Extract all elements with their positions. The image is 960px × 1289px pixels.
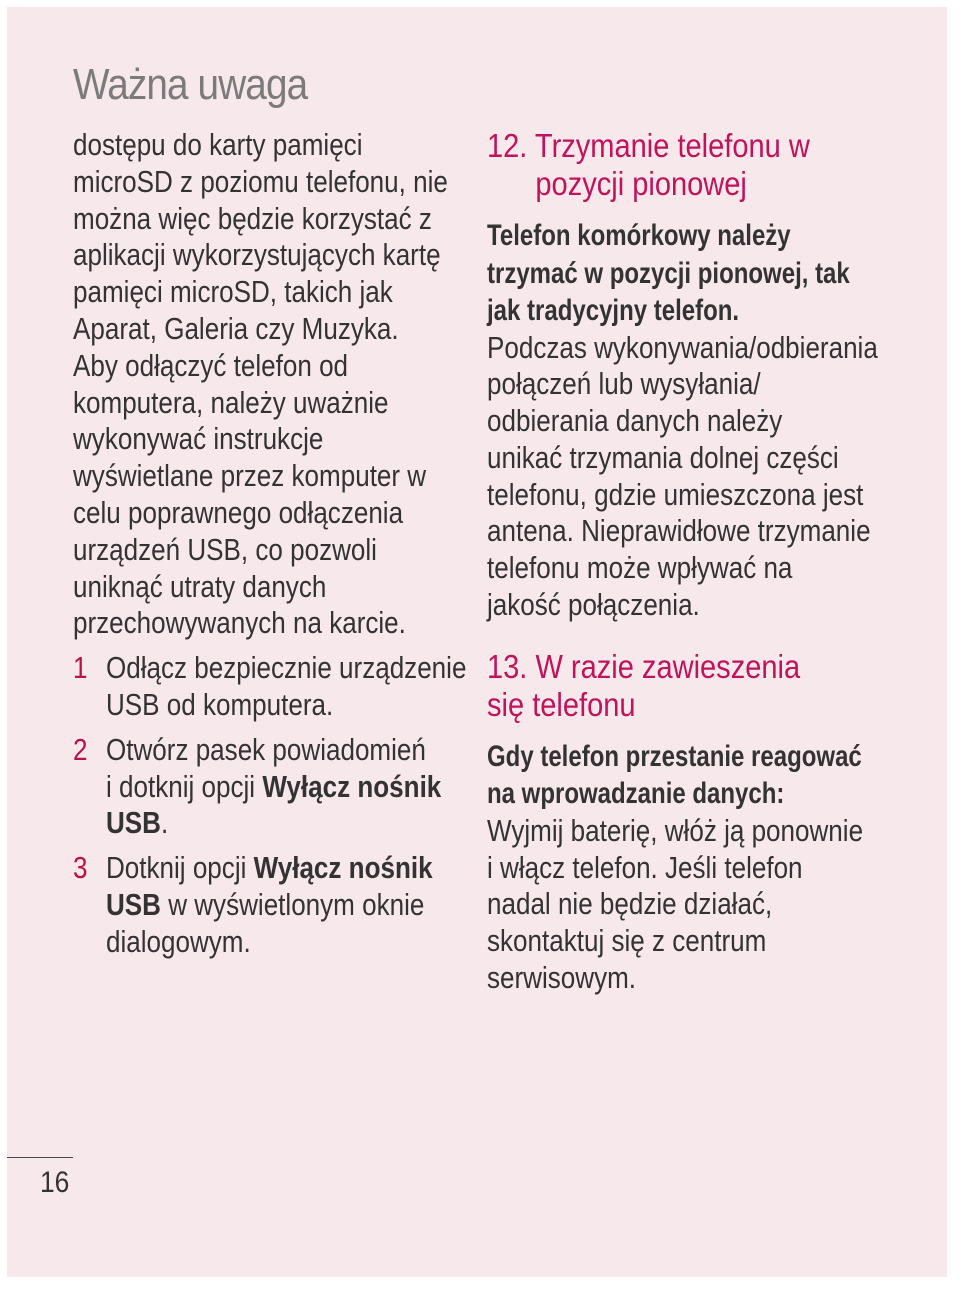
- text-line: Podczas wykonywania/odbierania: [487, 329, 878, 365]
- text-line: i włącz telefon. Jeśli telefon: [487, 849, 803, 885]
- heading-line: 12. Trzymanie telefonu w: [487, 127, 810, 164]
- text-line: przechowywanych na karcie.: [73, 605, 406, 641]
- intro-paragraph: [73, 127, 448, 642]
- step-2: [73, 732, 493, 842]
- text-line: odbierania danych należy: [487, 403, 783, 439]
- section-12-body: [487, 329, 878, 624]
- text-line: USB od komputera.: [106, 686, 334, 722]
- step-number: 1: [73, 650, 88, 686]
- text-line: uniknąć utraty danych: [73, 568, 327, 604]
- text-line: dialogowym.: [106, 923, 251, 959]
- text-line: unikać trzymania dolnej części: [487, 439, 839, 475]
- page-number: 16: [40, 1166, 70, 1199]
- step-text: [106, 650, 467, 724]
- step-1: [73, 650, 493, 724]
- option-name: USB: [106, 805, 161, 841]
- section-13-subheading: [487, 738, 862, 813]
- step-number: 3: [73, 850, 88, 886]
- text-line: antena. Nieprawidłowe trzymanie: [487, 513, 871, 549]
- section-13-body: [487, 812, 864, 997]
- text-line: jakość połączenia.: [487, 587, 700, 623]
- right-column: [487, 127, 927, 997]
- option-name: Wyłącz nośnik: [253, 850, 433, 886]
- text-line: trzymać w pozycji pionowej, tak: [487, 256, 850, 290]
- text-line: dostępu do karty pamięci: [73, 127, 363, 162]
- text-line: aplikacji wykorzystujących kartę: [73, 237, 441, 273]
- text-line: Aparat, Galeria czy Muzyka.: [73, 310, 399, 346]
- step-number: 2: [73, 731, 88, 767]
- page-title: Ważna uwaga: [73, 60, 308, 109]
- text-line: wykonywać instrukcje: [73, 421, 324, 457]
- option-name: Wyłącz nośnik: [262, 768, 442, 804]
- footer-divider: [7, 1157, 73, 1158]
- text-line: Telefon komórkowy należy: [487, 219, 791, 252]
- text-line: telefonu, gdzie umieszczona jest: [487, 476, 864, 512]
- section-gap: [487, 624, 927, 648]
- text-line: urządzeń USB, co pozwoli: [73, 531, 377, 567]
- text-line: [106, 887, 431, 924]
- text-line: wyświetlane przez komputer w: [73, 458, 427, 494]
- text-line: serwisowym.: [487, 960, 637, 996]
- section-12-heading: [487, 127, 874, 203]
- text-line: [106, 768, 442, 806]
- text-line: microSD z poziomu telefonu, nie: [73, 163, 448, 199]
- option-name: USB: [106, 886, 161, 922]
- step-3: [73, 850, 493, 960]
- section-13-heading: [487, 648, 874, 724]
- text-line: na wprowadzanie danych:: [487, 777, 785, 811]
- text-line: komputera, należy uważnie: [73, 384, 389, 420]
- text-fragment: Dotknij opcji: [106, 850, 254, 886]
- step-text: [106, 850, 431, 960]
- text-line: jak tradycyjny telefon.: [487, 294, 740, 327]
- text-line: nadal nie będzie działać,: [487, 886, 773, 922]
- text-line: Wyjmij baterię, włóż ją ponownie: [487, 812, 864, 848]
- left-column: [73, 127, 493, 961]
- text-line: Aby odłączyć telefon od: [73, 347, 349, 383]
- text-fragment: .: [160, 805, 169, 841]
- heading-line: pozycji pionowej: [535, 165, 747, 202]
- text-line: [106, 805, 431, 842]
- section-12-subheading: [487, 217, 850, 330]
- text-line: można więc będzie korzystać z: [73, 200, 432, 236]
- text-line: Odłącz bezpiecznie urządzenie: [106, 650, 467, 686]
- text-line: pamięci microSD, takich jak: [73, 274, 393, 310]
- heading-line: 13. W razie zawieszenia: [487, 647, 801, 685]
- text-line: Gdy telefon przestanie reagować: [487, 739, 862, 773]
- heading-line: się telefonu: [487, 685, 636, 723]
- text-fragment: i dotknij opcji: [106, 768, 263, 804]
- text-line: telefonu może wpływać na: [487, 550, 793, 586]
- text-line: połączeń lub wysyłania/: [487, 366, 761, 402]
- text-fragment: w wyświetlonym oknie: [160, 886, 425, 922]
- text-line: skontaktuj się z centrum: [487, 923, 767, 959]
- step-text: [106, 731, 442, 842]
- text-line: Otwórz pasek powiadomień: [106, 731, 426, 767]
- text-line: celu poprawnego odłączenia: [73, 494, 404, 530]
- text-line: [106, 850, 431, 887]
